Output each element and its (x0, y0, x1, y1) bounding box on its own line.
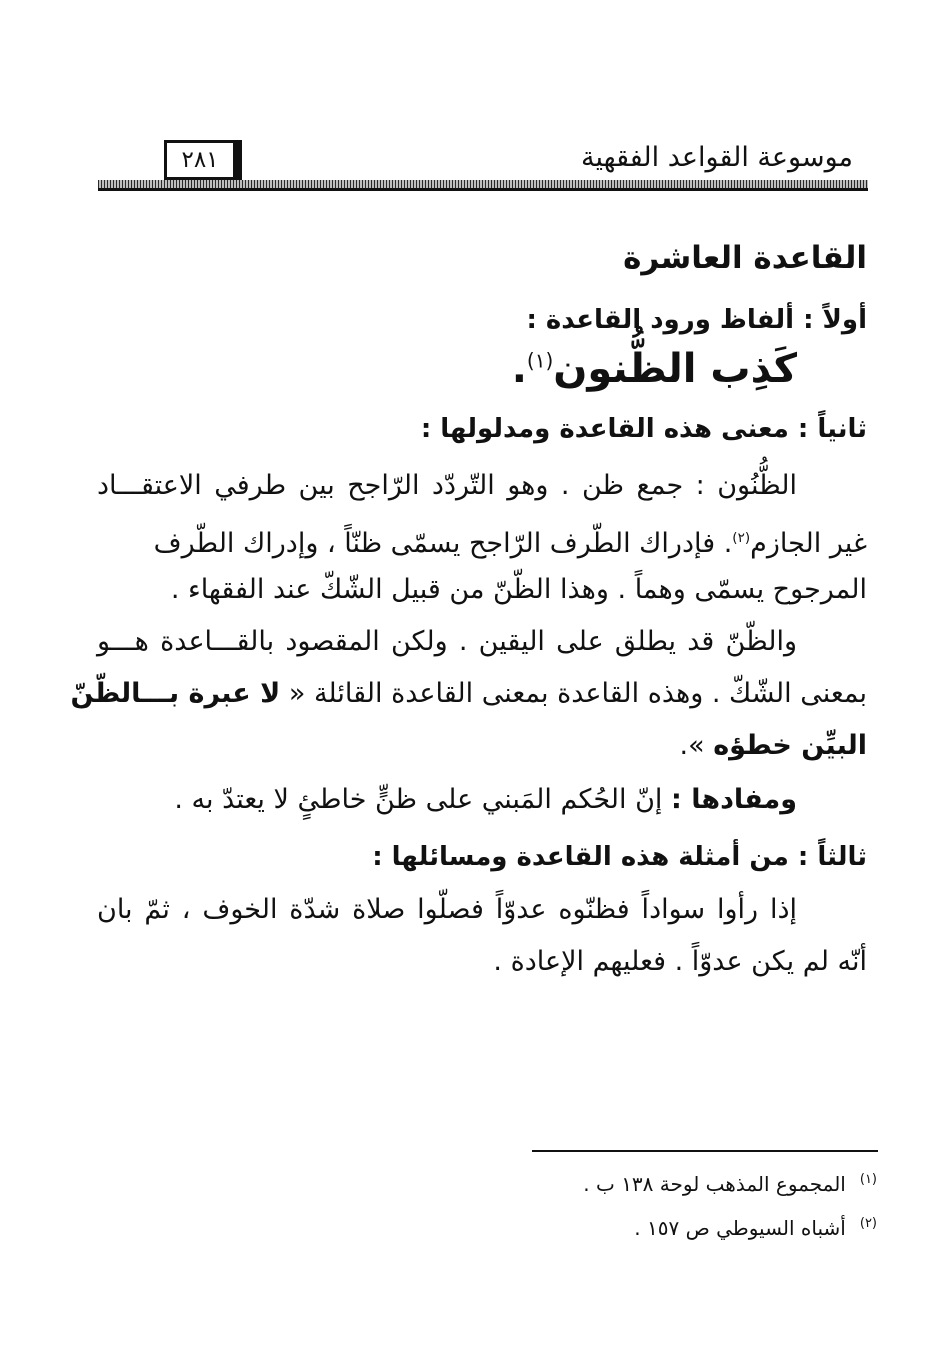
paragraph-line: الظُّنُون : جمع ظن . وهو التّردّد الرّاجح بين طرفي الاعتقـــاد (97, 470, 797, 501)
section2-heading: ثانياً : معنى هذه القاعدة ومدلولها : (420, 414, 867, 444)
quoted-rule: لا عبرة بـــالظّنّ (70, 678, 281, 709)
paragraph-line: المرجوح يسمّى وهماً . وهذا الظّنّ من قبيل الشّكّ عند الفقهاء . (170, 574, 867, 605)
line-text: بمعنى الشّكّ . وهذه القاعدة بمعنى القاعدة القائلة « (288, 678, 867, 709)
example-line: أنّه لم يكن عدوّاً . فعليهم الإعادة . (493, 946, 867, 977)
paragraph-line (70, 674, 867, 714)
line-text: غير الجازم (750, 528, 867, 559)
example-line: إذا رأوا سواداً فظنّوه عدوّاً فصلّوا صلاة شدّة الخوف ، ثمّ بان (97, 894, 797, 925)
running-title: موسوعة القواعد الفقهية (581, 142, 853, 173)
import-label: ومفادها : (671, 784, 797, 815)
footnote-text: أشباه السيوطي ص ١٥٧ . (634, 1216, 846, 1240)
header-rule-line (98, 188, 868, 191)
page-number: ٢٨١ (164, 140, 242, 180)
paragraph-line: والظّنّ قد يطلق على اليقين . ولكن المقصود بالقـــاعدة هـــو (97, 626, 797, 657)
rule-footnote-ref: (١) (526, 348, 554, 373)
rule-end: . (511, 346, 527, 392)
footnote-text: المجموع المذهب لوحة ١٣٨ ب . (583, 1172, 846, 1196)
footnote (634, 1216, 877, 1240)
paragraph-line (97, 518, 867, 564)
paragraph-line (97, 726, 867, 766)
line-text: . فإدراك الطّرف الرّاجح يسمّى ظنّاً ، وإدراك الطّرف (153, 528, 733, 559)
line-text: ». (679, 730, 714, 761)
footnote-number: (٢) (859, 1216, 877, 1232)
rule-statement (512, 346, 797, 392)
footnote (583, 1172, 877, 1196)
import-line (97, 780, 797, 820)
footnote-separator (532, 1150, 878, 1152)
header-rule-hatched (98, 180, 868, 188)
rule-text: كَذِب الظُّنون (553, 346, 797, 392)
section1-heading: أولاً : ألفاظ ورود القاعدة : (526, 305, 867, 335)
page-title: القاعدة العاشرة (623, 240, 867, 276)
footnote-ref: (٢) (732, 530, 751, 546)
footnote-number: (١) (859, 1172, 877, 1188)
import-text: إنّ الحُكم المَبني على ظنٍّ خاطئٍ لا يعتدّ به . (174, 784, 672, 815)
section3-heading: ثالثاً : من أمثلة هذه القاعدة ومسائلها : (372, 842, 867, 872)
quoted-rule-end: البيِّن خطؤه (713, 730, 867, 761)
